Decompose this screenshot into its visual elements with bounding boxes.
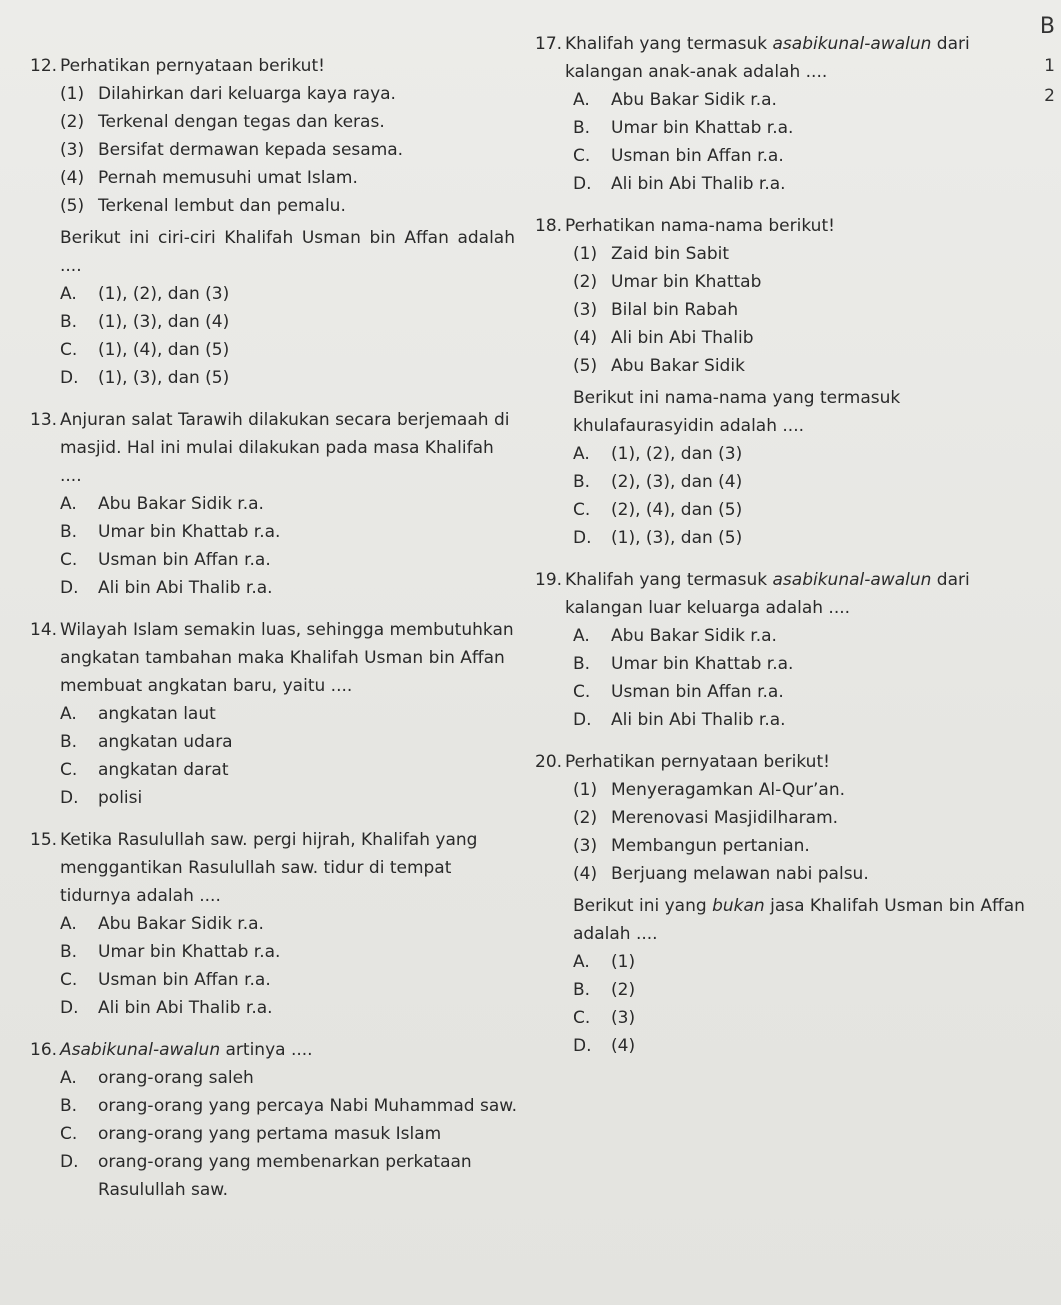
option-letter: C. (573, 146, 591, 166)
option-text: orang-orang saleh (98, 1068, 254, 1088)
question-text: Perhatikan pernyataan berikut! (60, 56, 325, 76)
statement (535, 860, 1035, 888)
option-letter: B. (573, 472, 591, 492)
statement-text: Terkenal dengan tegas dan keras. (98, 112, 385, 132)
question-13 (30, 406, 525, 602)
answer-option[interactable] (535, 468, 1035, 496)
question-prompt: Berikut ini ciri-ciri Khalifah Usman bin Affan adalah .... (60, 228, 515, 276)
question-text (60, 1036, 525, 1064)
statement-number: (3) (573, 300, 598, 320)
statement-text: Abu Bakar Sidik (611, 356, 745, 376)
option-text: Usman bin Affan r.a. (98, 970, 271, 990)
question-term: Asabikunal-awalun (60, 1040, 221, 1060)
question-18 (535, 212, 1035, 552)
option-letter: C. (60, 340, 78, 360)
option-text: (2) (611, 980, 636, 1000)
answer-option[interactable] (535, 1032, 1035, 1060)
question-number: 17. (535, 34, 563, 54)
statement (535, 268, 1035, 296)
statement-number: (1) (573, 780, 598, 800)
question-text: Ketika Rasulullah saw. pergi hijrah, Khalifah yang menggantikan Rasulullah saw. tidur di tempat tidurnya adalah .... (60, 830, 478, 906)
statement (535, 832, 1035, 860)
option-text: (1), (2), dan (3) (98, 284, 230, 304)
question-number: 12. (30, 56, 58, 76)
option-letter: B. (573, 980, 591, 1000)
statement-number: (4) (573, 328, 598, 348)
option-text: orang-orang yang membenarkan perkataan Rasulullah saw. (98, 1152, 472, 1200)
option-letter: B. (573, 654, 591, 674)
option-letter: C. (60, 760, 78, 780)
option-letter: B. (60, 1096, 78, 1116)
option-letter: B. (60, 522, 78, 542)
answer-option[interactable] (535, 170, 1035, 198)
question-number: 16. (30, 1040, 58, 1060)
option-text: angkatan darat (98, 760, 229, 780)
option-text: (1), (3), dan (5) (98, 368, 230, 388)
answer-option[interactable] (535, 948, 1035, 976)
option-letter: D. (573, 1036, 592, 1056)
question-text-post: dari kalangan luar keluarga adalah .... (565, 570, 970, 618)
question-term: asabikunal-awalun (772, 570, 932, 590)
statement (535, 324, 1035, 352)
answer-option[interactable] (535, 976, 1035, 1004)
statement-number: (5) (60, 196, 85, 216)
answer-option[interactable] (30, 490, 525, 518)
option-letter: C. (60, 1124, 78, 1144)
option-text: Abu Bakar Sidik r.a. (98, 914, 264, 934)
option-letter: A. (573, 626, 590, 646)
left-column (30, 52, 525, 1210)
statement-number: (3) (573, 836, 598, 856)
answer-option[interactable] (30, 728, 525, 756)
option-letter: B. (60, 732, 78, 752)
option-text: polisi (98, 788, 143, 808)
option-text: (1), (3), dan (5) (611, 528, 743, 548)
answer-option[interactable] (30, 994, 525, 1022)
answer-option[interactable] (30, 1148, 525, 1204)
option-letter: C. (573, 682, 591, 702)
answer-option[interactable] (30, 1120, 525, 1148)
statement-text: Berjuang melawan nabi palsu. (611, 864, 869, 884)
option-text: (1), (3), dan (4) (98, 312, 230, 332)
question-15 (30, 826, 525, 1022)
question-number: 20. (535, 752, 563, 772)
statement-text: Bilal bin Rabah (611, 300, 739, 320)
answer-option[interactable] (30, 308, 525, 336)
question-number: 14. (30, 620, 58, 640)
answer-option[interactable] (535, 142, 1035, 170)
question-text-post: dari kalangan anak-anak adalah .... (565, 34, 970, 82)
option-text: Ali bin Abi Thalib r.a. (611, 174, 786, 194)
prompt-emphasis: bukan (712, 896, 765, 916)
statement-text: Membangun pertanian. (611, 836, 810, 856)
option-text: Umar bin Khattab r.a. (611, 118, 794, 138)
option-text: (3) (611, 1008, 636, 1028)
question-number: 13. (30, 410, 58, 430)
option-letter: D. (60, 1152, 79, 1172)
question-text-rest: artinya .... (220, 1040, 313, 1060)
prompt-post: jasa Khalifah Usman bin Affan adalah .... (573, 896, 1025, 944)
statement-number: (4) (573, 864, 598, 884)
option-text: (4) (611, 1036, 636, 1056)
question-12 (30, 52, 525, 392)
statement-text: Merenovasi Masjidilharam. (611, 808, 839, 828)
option-letter: C. (60, 550, 78, 570)
statement (30, 108, 525, 136)
answer-option[interactable] (535, 678, 1035, 706)
option-text: (2), (3), dan (4) (611, 472, 743, 492)
answer-option[interactable] (535, 86, 1035, 114)
answer-option[interactable] (30, 518, 525, 546)
question-text: Perhatikan pernyataan berikut! (565, 752, 830, 772)
option-letter: A. (573, 90, 590, 110)
option-text: Ali bin Abi Thalib r.a. (611, 710, 786, 730)
question-text: Anjuran salat Tarawih dilakukan secara berjemaah di masjid. Hal ini mulai dilakukan pada masa Khalifah .... (60, 410, 510, 486)
statement-number: (4) (60, 168, 85, 188)
statement (30, 192, 525, 220)
option-letter: B. (573, 118, 591, 138)
statement-text: Menyeragamkan Al-Qur’an. (611, 780, 845, 800)
option-letter: A. (60, 284, 77, 304)
option-text: Usman bin Affan r.a. (611, 682, 784, 702)
option-letter: A. (60, 1068, 77, 1088)
question-number: 15. (30, 830, 58, 850)
option-text: (1) (611, 952, 636, 972)
answer-option[interactable] (30, 336, 525, 364)
option-text: orang-orang yang percaya Nabi Muhammad saw. (98, 1096, 517, 1116)
option-letter: B. (60, 942, 78, 962)
option-text: Abu Bakar Sidik r.a. (611, 626, 777, 646)
answer-option[interactable] (535, 114, 1035, 142)
option-letter: C. (60, 970, 78, 990)
option-text: (1), (2), dan (3) (611, 444, 743, 464)
question-17 (535, 30, 1035, 198)
question-text: Wilayah Islam semakin luas, sehingga membutuhkan angkatan tambahan maka Khalifah Usman bin Affan membuat angkatan baru, yaitu .... (60, 620, 514, 696)
answer-option[interactable] (30, 1092, 525, 1120)
statement (535, 240, 1035, 268)
option-text: (2), (4), dan (5) (611, 500, 743, 520)
option-letter: B. (60, 312, 78, 332)
statement-text: Pernah memusuhi umat Islam. (98, 168, 358, 188)
question-number: 19. (535, 570, 563, 590)
option-text: orang-orang yang pertama masuk Islam (98, 1124, 442, 1144)
statement-number: (1) (573, 244, 598, 264)
answer-option[interactable] (535, 496, 1035, 524)
statement (535, 296, 1035, 324)
statement-number: (3) (60, 140, 85, 160)
question-text: Perhatikan nama-nama berikut! (565, 216, 835, 236)
statement-text: Dilahirkan dari keluarga kaya raya. (98, 84, 396, 104)
option-text: (1), (4), dan (5) (98, 340, 230, 360)
statement-text: Terkenal lembut dan pemalu. (98, 196, 346, 216)
option-letter: D. (573, 710, 592, 730)
edge-mark: B (1039, 14, 1055, 39)
answer-option[interactable] (535, 1004, 1035, 1032)
question-text-pre: Khalifah yang termasuk (565, 34, 773, 54)
statement (535, 776, 1035, 804)
statement-number: (2) (573, 272, 598, 292)
option-letter: C. (573, 500, 591, 520)
option-text: angkatan laut (98, 704, 216, 724)
question-14 (30, 616, 525, 812)
edge-mark: 1 (1044, 56, 1055, 76)
statement-number: (1) (60, 84, 85, 104)
option-text: angkatan udara (98, 732, 233, 752)
edge-mark: 2 (1044, 86, 1055, 106)
option-letter: A. (60, 494, 77, 514)
answer-option[interactable] (30, 756, 525, 784)
statement (30, 136, 525, 164)
answer-option[interactable] (535, 524, 1035, 552)
answer-option[interactable] (535, 440, 1035, 468)
option-letter: C. (573, 1008, 591, 1028)
question-16 (30, 1036, 525, 1204)
question-prompt (535, 892, 1035, 948)
statement-number: (2) (60, 112, 85, 132)
answer-option[interactable] (30, 546, 525, 574)
answer-option[interactable] (30, 1064, 525, 1092)
question-prompt: Berikut ini nama-nama yang termasuk khulafaurasyidin adalah .... (573, 388, 901, 436)
answer-option[interactable] (30, 280, 525, 308)
question-19 (535, 566, 1035, 734)
statement (535, 352, 1035, 380)
option-letter: A. (60, 704, 77, 724)
option-text: Usman bin Affan r.a. (611, 146, 784, 166)
option-letter: D. (573, 174, 592, 194)
statement-text: Umar bin Khattab (611, 272, 762, 292)
prompt-pre: Berikut ini yang (573, 896, 713, 916)
statement-text: Zaid bin Sabit (611, 244, 730, 264)
option-text: Usman bin Affan r.a. (98, 550, 271, 570)
question-text (565, 30, 1035, 86)
statement-text: Bersifat dermawan kepada sesama. (98, 140, 404, 160)
option-text: Abu Bakar Sidik r.a. (611, 90, 777, 110)
statement-number: (5) (573, 356, 598, 376)
answer-option[interactable] (535, 706, 1035, 734)
option-text: Umar bin Khattab r.a. (98, 942, 281, 962)
answer-option[interactable] (30, 574, 525, 602)
question-number: 18. (535, 216, 563, 236)
answer-option[interactable] (30, 938, 525, 966)
option-letter: D. (60, 998, 79, 1018)
option-text: Ali bin Abi Thalib r.a. (98, 998, 273, 1018)
option-letter: A. (573, 952, 590, 972)
answer-option[interactable] (30, 700, 525, 728)
statement (535, 804, 1035, 832)
statement (30, 164, 525, 192)
question-20 (535, 748, 1035, 1060)
option-text: Umar bin Khattab r.a. (611, 654, 794, 674)
answer-option[interactable] (535, 650, 1035, 678)
answer-option[interactable] (30, 784, 525, 812)
option-letter: D. (60, 788, 79, 808)
statement-number: (2) (573, 808, 598, 828)
option-text: Ali bin Abi Thalib r.a. (98, 578, 273, 598)
right-column (535, 30, 1035, 1066)
option-letter: A. (573, 444, 590, 464)
question-text-pre: Khalifah yang termasuk (565, 570, 773, 590)
answer-option[interactable] (30, 966, 525, 994)
statement (30, 80, 525, 108)
option-text: Abu Bakar Sidik r.a. (98, 494, 264, 514)
question-text (565, 566, 1035, 622)
option-letter: A. (60, 914, 77, 934)
question-term: asabikunal-awalun (772, 34, 932, 54)
answer-option[interactable] (30, 910, 525, 938)
answer-option[interactable] (30, 364, 525, 392)
option-letter: D. (60, 578, 79, 598)
option-letter: D. (60, 368, 79, 388)
option-letter: D. (573, 528, 592, 548)
answer-option[interactable] (535, 622, 1035, 650)
statement-text: Ali bin Abi Thalib (611, 328, 754, 348)
option-text: Umar bin Khattab r.a. (98, 522, 281, 542)
